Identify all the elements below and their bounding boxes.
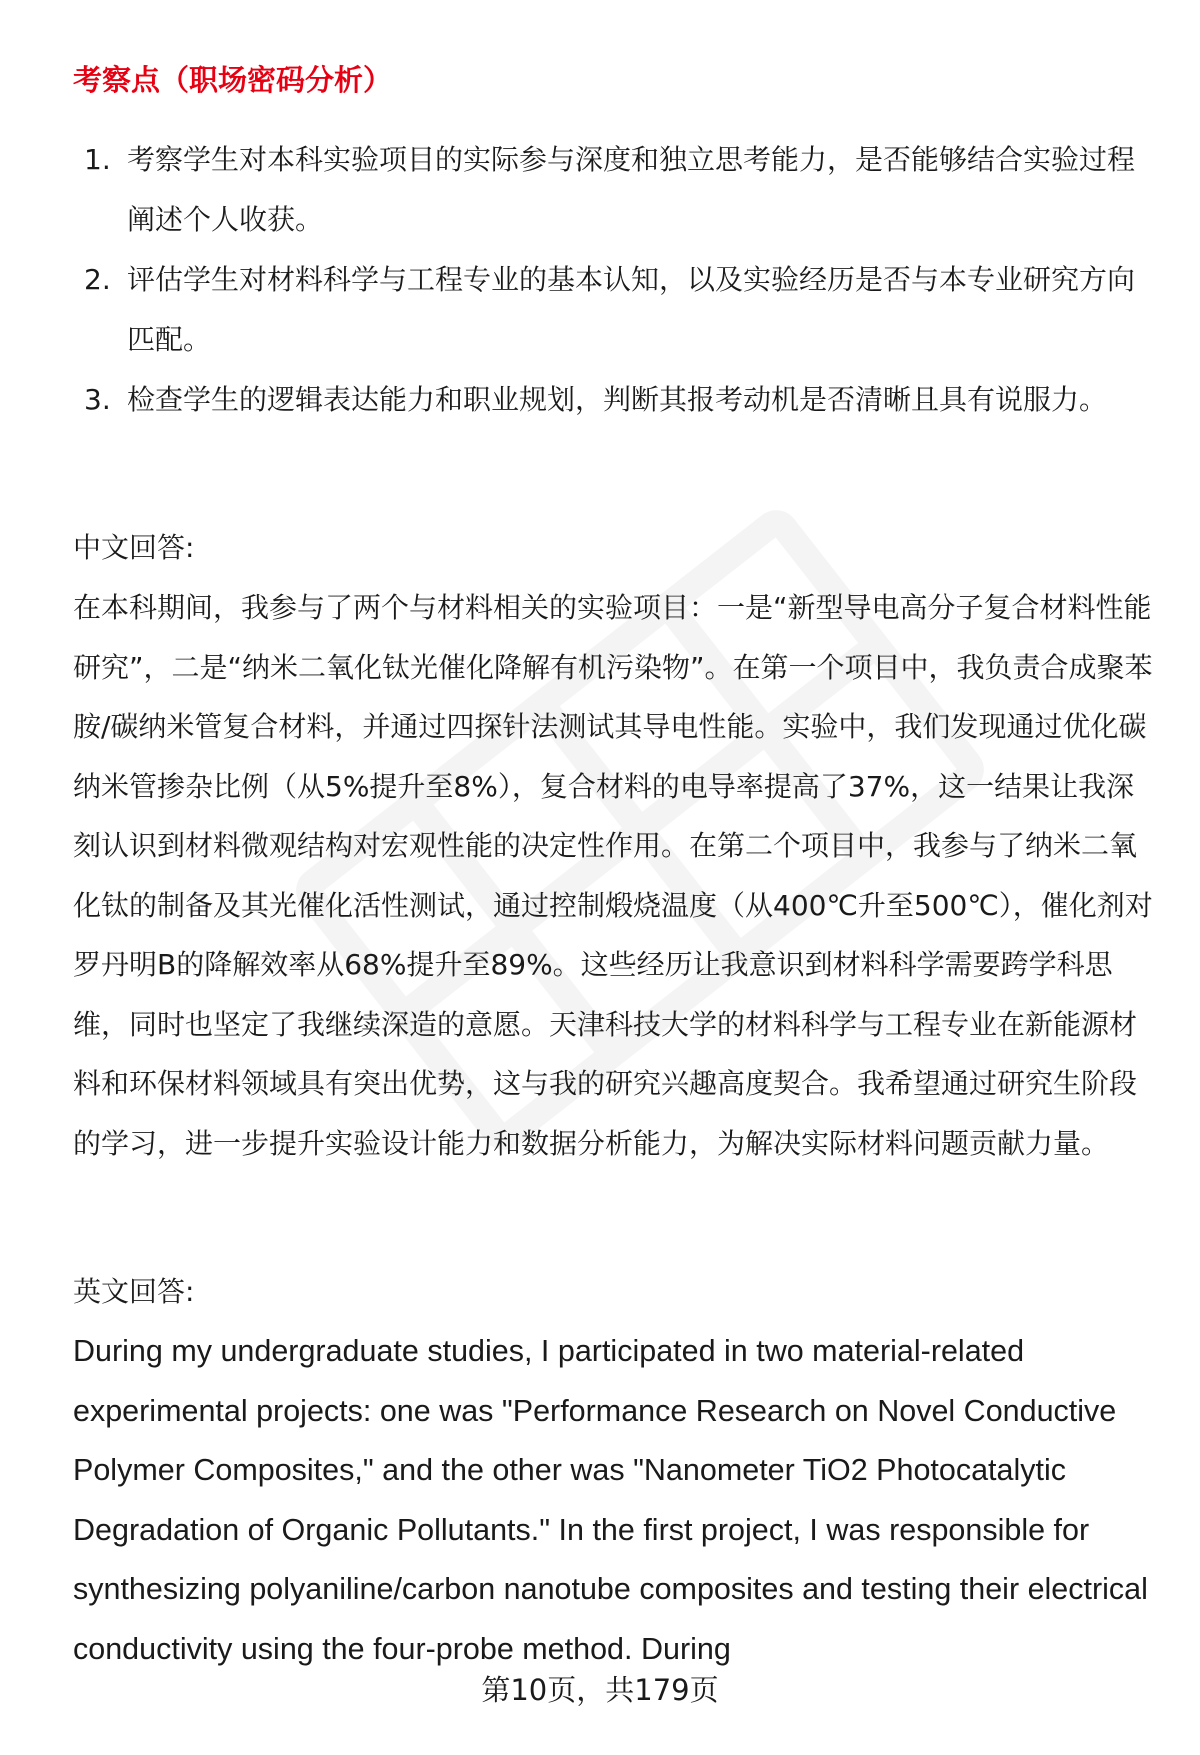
list-item-number: 1. (84, 143, 111, 176)
english-answer-label: 英文回答: (73, 1275, 195, 1308)
chinese-answer-paragraph: 在本科期间，我参与了两个与材料相关的实验项目：一是“新型导电高分子复合材料性能研究”，二是“纳米二氧化钛光催化降解有机污染物”。在第一个项目中，我负责合成聚苯胺/碳纳米管复合材料，并通过四探针法测试其导电性能。实验中，我们发现通过优化碳纳米管掺杂比例（从5%提升至8%），复合材料的电导率提高了37%，这一结果让我深刻认识到材料微观结构对宏观性能的决定性作用。在第二个项目中，我参与了纳米二氧化钛的制备及其光催化活性测试，通过控制煅烧温度（从400℃升至500℃），催化剂对罗丹明B的降解效率从68%提升至89%。这些经历让我意识到材料科学需要跨学科思维，同时也坚定了我继续深造的意愿。天津科技大学的材料科学与工程专业在新能源材料和环保材料领域具有突出优势，这与我的研究兴趣高度契合。我希望通过研究生阶段的学习，进一步提升实验设计能力和数据分析能力，为解决实际材料问题贡献力量。 (73, 591, 1153, 1160)
list-item (73, 250, 1148, 370)
section-heading: 考察点（职场密码分析） (73, 63, 393, 97)
list-item (73, 370, 1148, 430)
list-item-text: 评估学生对材料科学与工程专业的基本认知，以及实验经历是否与本专业研究方向匹配。 (127, 263, 1136, 356)
english-answer-paragraph: During my undergraduate studies, I participated in two material-related experimental projects: one was "Performance Research on Novel Conductive Polymer Composites," and the other was "Nanometer TiO2 Photocatalytic Degradation of Organic Pollutants." In the first project, I was responsible for synthesizing polyaniline/carbon nanotube composites and testing their electrical conductivity using the four-probe method. During (73, 1334, 1148, 1666)
list-item (73, 130, 1148, 250)
assessment-points-list (73, 130, 1148, 430)
page-number-footer: 第10页，共179页 (481, 1673, 719, 1707)
list-item-number: 2. (84, 263, 111, 296)
list-item-text: 考察学生对本科实验项目的实际参与深度和独立思考能力，是否能够结合实验过程阐述个人收获。 (127, 143, 1136, 236)
chinese-answer-label: 中文回答: (73, 531, 195, 564)
list-item-text: 检查学生的逻辑表达能力和职业规划，判断其报考动机是否清晰且具有说服力。 (127, 383, 1108, 416)
list-item-number: 3. (84, 383, 111, 416)
